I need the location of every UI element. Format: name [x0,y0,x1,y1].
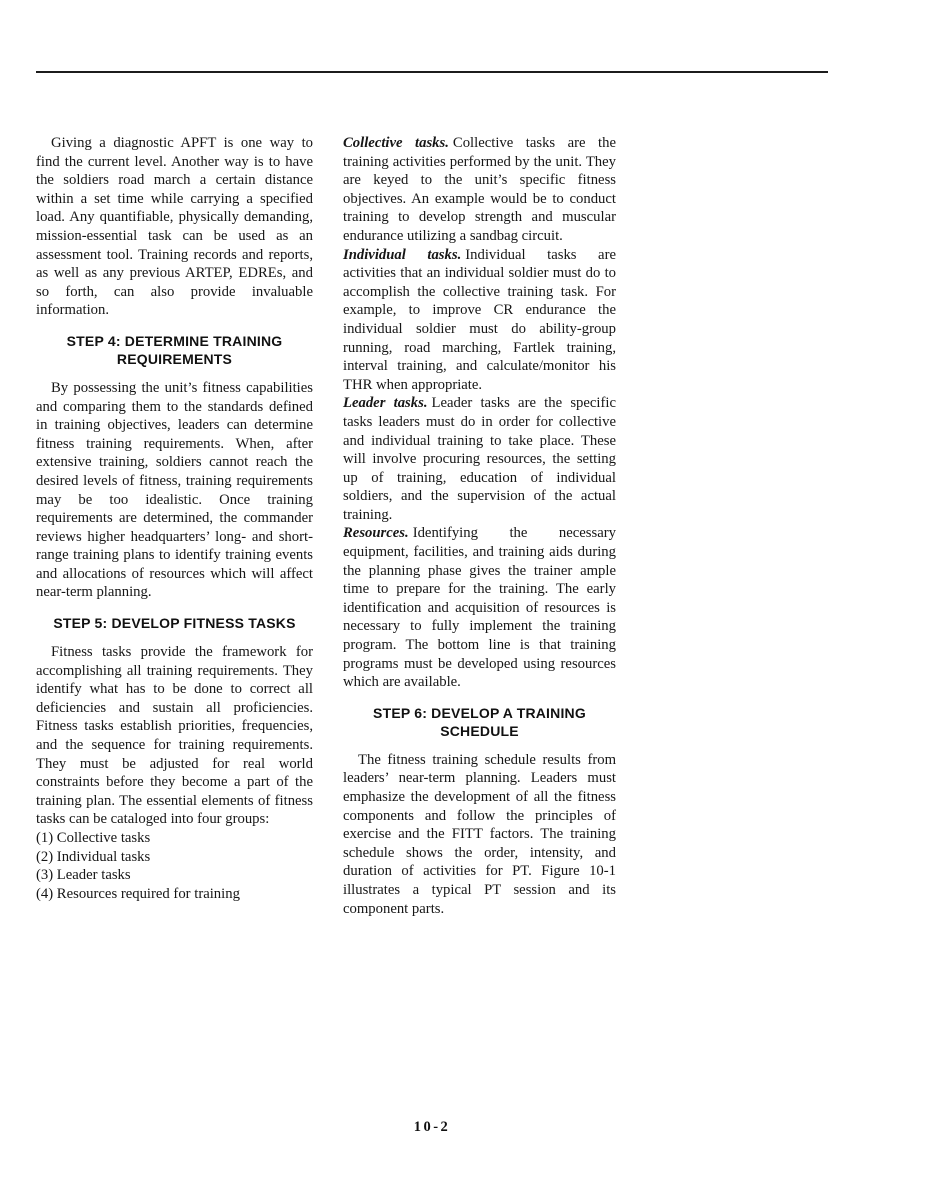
list-item-collective: (1) Collective tasks [36,830,151,846]
task-groups-list [36,829,313,903]
page-number: 10-2 [413,1119,451,1135]
para-resources [343,524,616,691]
list-item-individual: (2) Individual tasks [36,848,151,865]
header-rule [36,71,828,73]
para-determine-requirements: By possessing the unit’s fitness capabilities and comparing them to the standards defined in training objectives, leaders can determine fitness training requirements. When, after extensive training, soldiers cannot reach the desired levels of fitness, training requirements may be too idealistic. Once training requirements are determined, the commander reviews higher headquarters’ long- and short-range training plans to identify training events and allocations of resources which will affect near-term planning. [36,379,313,601]
heading-step6: STEP 6: DEVELOP A TRAINING SCHEDULE [373,704,586,739]
para-leader-tasks [343,394,616,524]
lead-leader-tasks: Leader tasks. [343,395,428,412]
two-column-text-block [36,134,616,918]
list-item-resources: (4) Resources required for training [36,885,240,902]
para-individual-tasks [343,246,616,395]
para-assessment-tools: Giving a diagnostic APFT is one way to find the current level. Another way is to have the soldiers road march a certain distance within a set time while carrying a specified load. Any quantifiable, physically demanding, mission-essential task can be used as an assessment tool. Training records and reports, as well as any previous ARTEP, EDREs, and so forth, can also provide invaluable information. [36,135,313,319]
list-item-leader: (3) Leader tasks [36,867,131,884]
lead-collective-tasks: Collective tasks. [343,135,449,151]
text-leader-tasks: Leader tasks are the specific tasks leaders must do in order for collective and individual training to take place. These will involve procuring resources, the setting up of training, education of individual soldiers, and the supervision of the actual training. [343,395,616,523]
text-individual-tasks: Individual tasks are activities that an individual soldier must do to accomplish the collective training task. For example, to improve CR endurance the individual soldier must do ability-group running, road marching, Fartlek training, interval training, and calculate/monitor his THR when appropriate. [343,246,616,393]
heading-step4: STEP 4: DETERMINE TRAINING REQUIREMENTS [66,332,283,367]
text-resources: Identifying the necessary equipment, facilities, and training aids during the planning phase gives the trainer ample time to prepare for the training. The early identification and acquisition of resources is necessary to fully implement the training program. The bottom line is that training programs must be developed using resources which are available. [343,525,616,691]
para-fitness-tasks: Fitness tasks provide the framework for accomplishing all training requirements. They identify what has to be done to correct all deficiencies and sustain all proficiencies. Fitness tasks establish priorities, frequencies, and the sequence for training requirements. They must be adjusted for real world constraints before they become a part of the training plan. The essential elements of fitness tasks can be cataloged into four groups: [36,644,313,828]
lead-individual-tasks: Individual tasks. [343,246,462,263]
heading-step5: STEP 5: DEVELOP FITNESS TASKS [53,615,296,632]
para-collective-tasks [343,134,616,246]
text-collective-tasks: Collective tasks are the training activities performed by the unit. They are keyed to the unit’s specific fitness objectives. An example would be to conduct training to develop strength and muscular endurance utilizing a sandbag circuit. [343,135,616,244]
left-column [36,134,313,918]
right-column [343,134,616,918]
para-training-schedule: The fitness training schedule results from leaders’ near-term planning. Leaders must emphasize the development of all the fitness components and follow the principles of exercise and the FITT factors. The training schedule shows the order, intensity, and duration of activities for PT. Figure 10-1 illustrates a typical PT session and its component parts. [343,751,616,917]
lead-resources: Resources. [343,525,409,542]
